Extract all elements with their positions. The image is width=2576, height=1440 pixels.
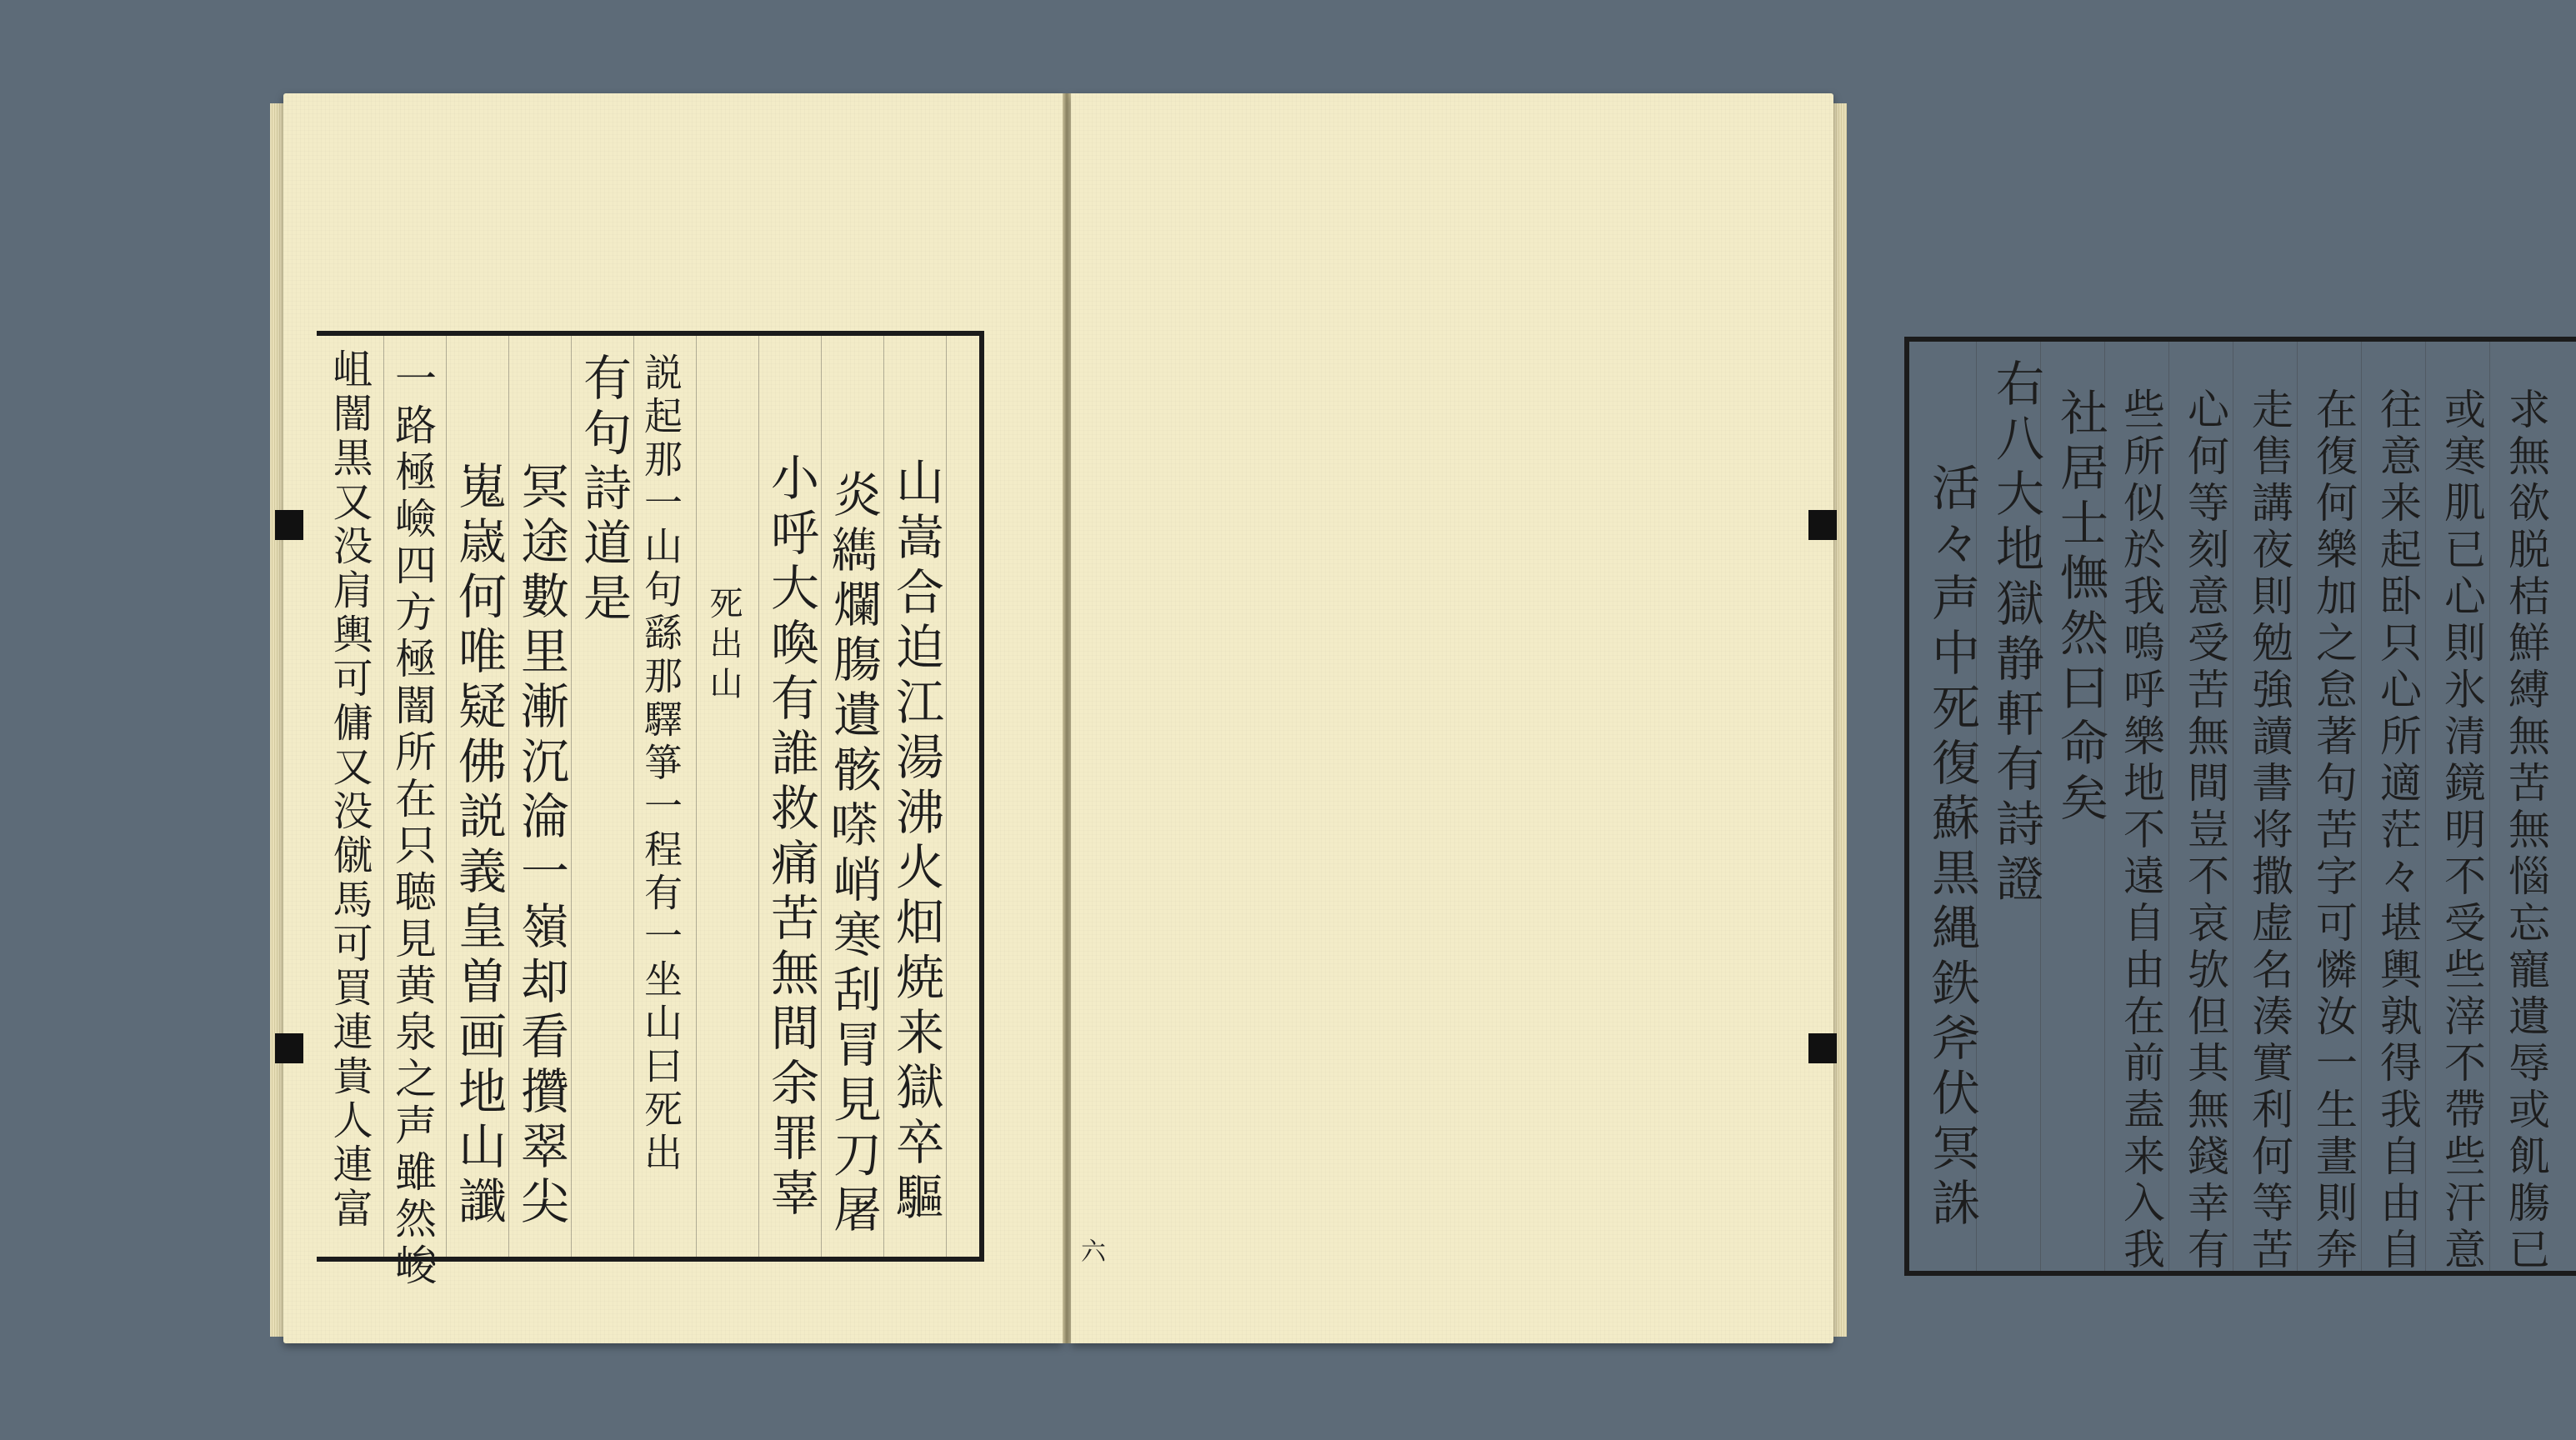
left-column-1: 山嵩合迫江湯沸火𤇆焼来獄卒驅: [888, 457, 944, 1227]
right-column-3: 往意来起卧只心所適茫々堪輿孰得我自由自: [2373, 388, 2422, 1274]
left-column-3: 小呼大喚有誰救痛苦無間余罪辜: [763, 452, 819, 1222]
right-text-frame: [1904, 337, 2576, 1276]
left-column-9: 一路極嶮四方極闇所在只聴見黄泉之声雖然峻: [388, 357, 437, 1290]
left-page: [283, 93, 1063, 1343]
left-edge-tab-upper: [275, 510, 303, 540]
right-edge-tab-lower: [1808, 1033, 1837, 1063]
right-column-1: 求無欲脱桔鮮縛無苦無惱忘寵遺辱或飢膓已: [2502, 388, 2550, 1274]
left-column-6: 有句詩道是: [575, 352, 632, 628]
right-column-5: 走售講夜則勉強讀書将撒虚名湊實利何等苦: [2245, 388, 2293, 1274]
left-column-8: 嵬𡻕何唯疑佛説義皇曽画地山讖: [450, 461, 507, 1231]
left-column-10: 岨闇黒又没肩輿可傭又没僦馬可買連貴人連富: [326, 348, 373, 1232]
right-column-6: 心何等刻意受苦無間豈不哀欤但其無錢幸有: [2181, 388, 2229, 1274]
right-edge-tab-upper: [1808, 510, 1837, 540]
right-column-10: 活々声中死復蘇黒縄鉄斧伏冥誅: [1923, 462, 1980, 1232]
right-page-edges: [1832, 103, 1847, 1337]
left-edge-tab-lower: [275, 1033, 303, 1063]
left-column-2: 炎𦆈爛膓遺骸𠻬峭寒刮冐見刀屠: [825, 469, 882, 1239]
right-column-7: 些所似於我嗚呼樂地不遠自由在前盍来入我: [2117, 388, 2165, 1274]
open-book: [267, 83, 2550, 1350]
left-column-7: 冥途數里漸沉淪一嶺却看攢翠尖: [513, 461, 569, 1231]
right-column-2: 或寒肌已心則氷清鏡明不受些滓不帶些汗意: [2438, 388, 2486, 1274]
page-number: 六: [1081, 1238, 1106, 1267]
left-column-5: 説起那一山句繇那驛箏一程有一坐山曰死出: [638, 352, 683, 1176]
book-gutter: [1063, 93, 1071, 1343]
right-column-8: 社居士憮然曰命矣: [2052, 388, 2108, 828]
right-column-4: 在復何樂加之怠著句苦字可憐汝一生晝則奔: [2309, 388, 2358, 1274]
left-text-frame: [317, 331, 984, 1290]
right-column-9: 右八大地獄静軒有詩證: [1988, 358, 2044, 908]
left-column-4: 死出山: [704, 586, 743, 706]
right-page: [1071, 93, 2550, 1343]
